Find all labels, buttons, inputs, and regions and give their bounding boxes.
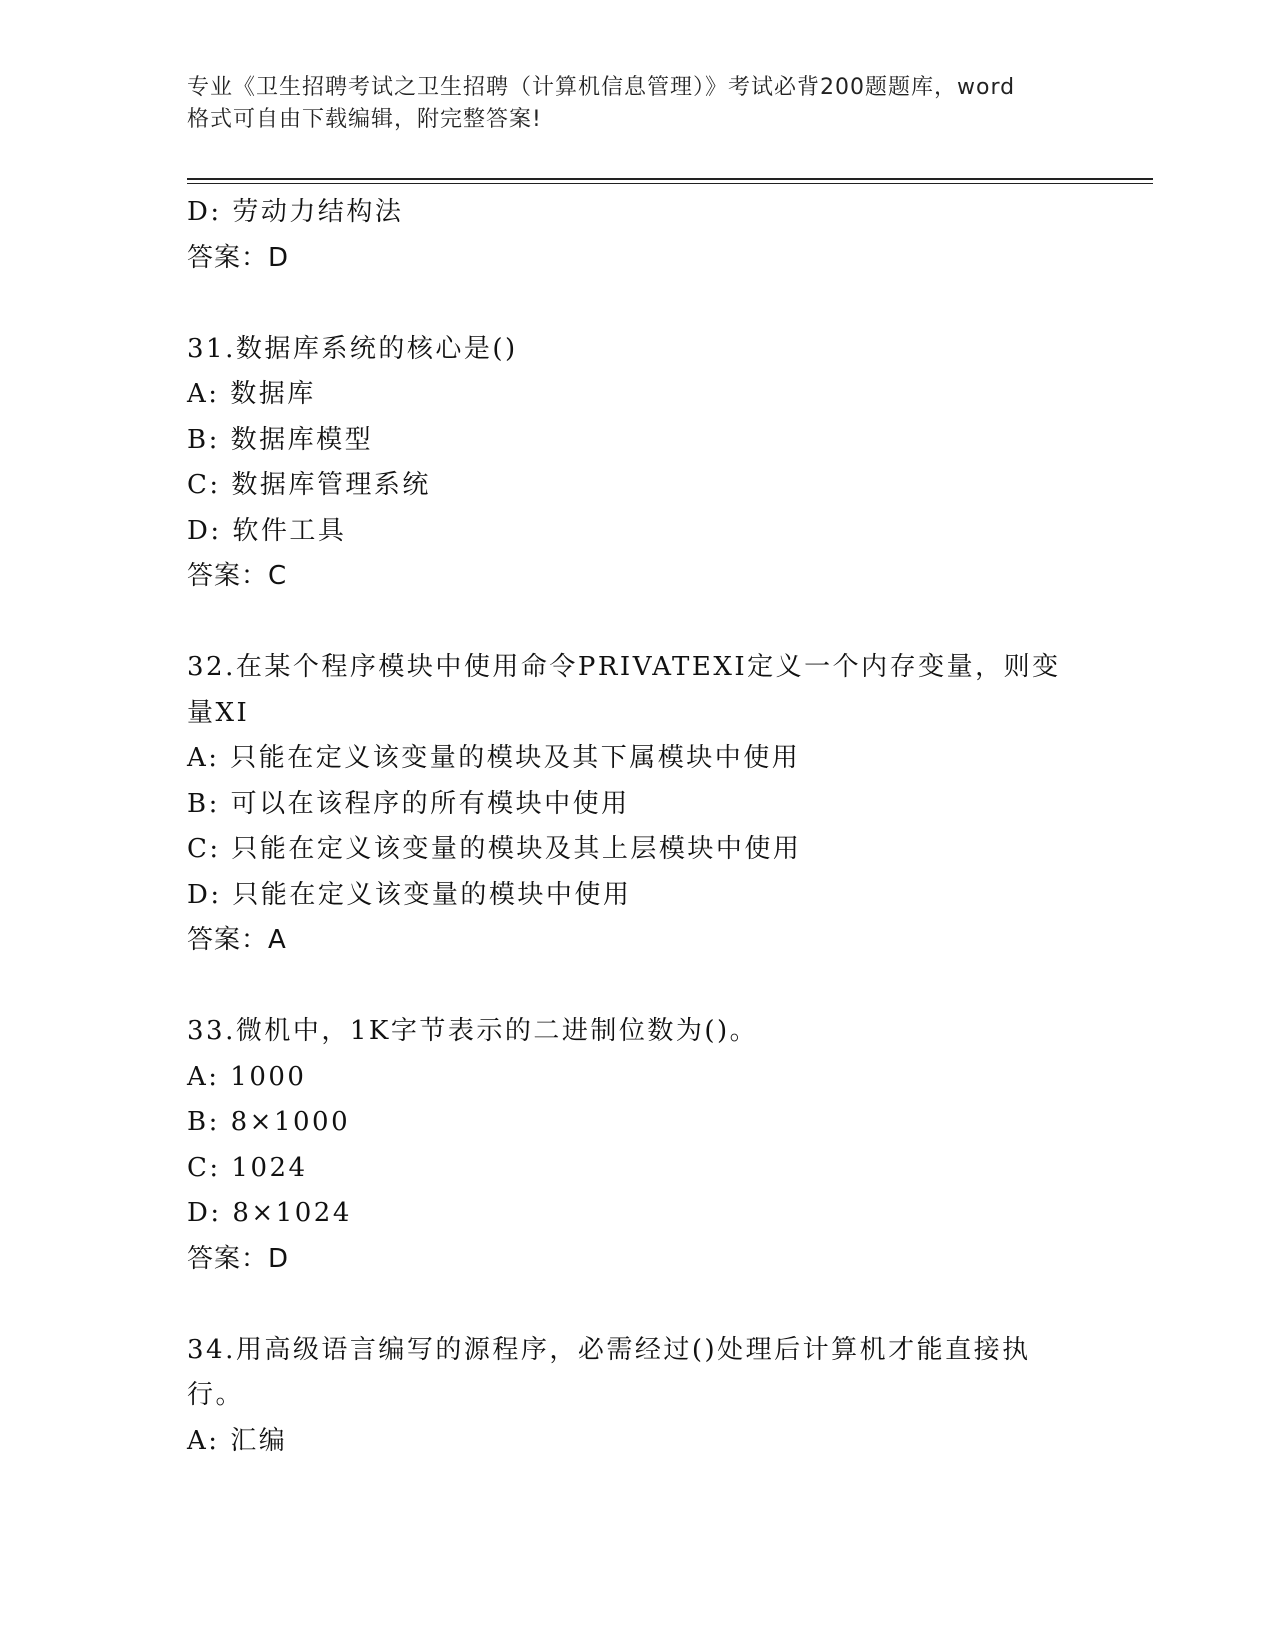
option-a: A: 1000 (187, 1061, 307, 1092)
document-header (187, 72, 1097, 136)
option-c: C: 只能在定义该变量的模块及其上层模块中使用 (187, 834, 802, 864)
option-d: D: 只能在定义该变量的模块中使用 (187, 879, 632, 910)
prev-question-tail (187, 190, 1107, 281)
question-31 (187, 327, 1107, 600)
spacer (187, 600, 1107, 646)
option-b: B: 数据库模型 (187, 424, 374, 455)
option-c: C: 数据库管理系统 (187, 470, 431, 500)
option-b: B: 可以在该程序的所有模块中使用 (187, 788, 630, 819)
spacer (187, 281, 1107, 327)
option-d: D: 劳动力结构法 (187, 197, 404, 227)
option-d: D: 软件工具 (187, 515, 347, 546)
option-a: A: 只能在定义该变量的模块及其下属模块中使用 (187, 743, 801, 773)
question-stem: 34.用高级语言编写的源程序，必需经过()处理后计算机才能直接执行。 (187, 1334, 1031, 1410)
question-list (187, 190, 1107, 1464)
header-line-2: 格式可自由下载编辑，附完整答案! (187, 107, 542, 132)
spacer (187, 1282, 1107, 1328)
answer-line: 答案：C (187, 561, 288, 591)
option-a: A: 汇编 (187, 1425, 288, 1456)
question-32 (187, 645, 1107, 964)
option-a: A: 数据库 (187, 379, 316, 409)
question-33 (187, 1009, 1107, 1282)
answer-line: 答案：D (187, 1243, 290, 1274)
option-d: D: 8×1024 (187, 1198, 352, 1228)
header-divider-thin (187, 183, 1153, 184)
header-divider-thick (187, 178, 1153, 180)
spacer (187, 964, 1107, 1010)
header-line-1: 专业《卫生招聘考试之卫生招聘（计算机信息管理）》考试必背200题题库，word (187, 75, 1016, 100)
option-c: C: 1024 (187, 1152, 308, 1183)
question-stem: 31.数据库系统的核心是() (187, 333, 518, 364)
answer-line: 答案：A (187, 925, 287, 955)
answer-line: 答案：D (187, 242, 290, 273)
option-b: B: 8×1000 (187, 1107, 351, 1137)
question-34 (187, 1328, 1107, 1465)
question-stem: 33.微机中，1K字节表示的二进制位数为()。 (187, 1016, 759, 1046)
question-stem: 32.在某个程序模块中使用命令PRIVATEXI定义一个内存变量，则变量XI (187, 652, 1061, 728)
